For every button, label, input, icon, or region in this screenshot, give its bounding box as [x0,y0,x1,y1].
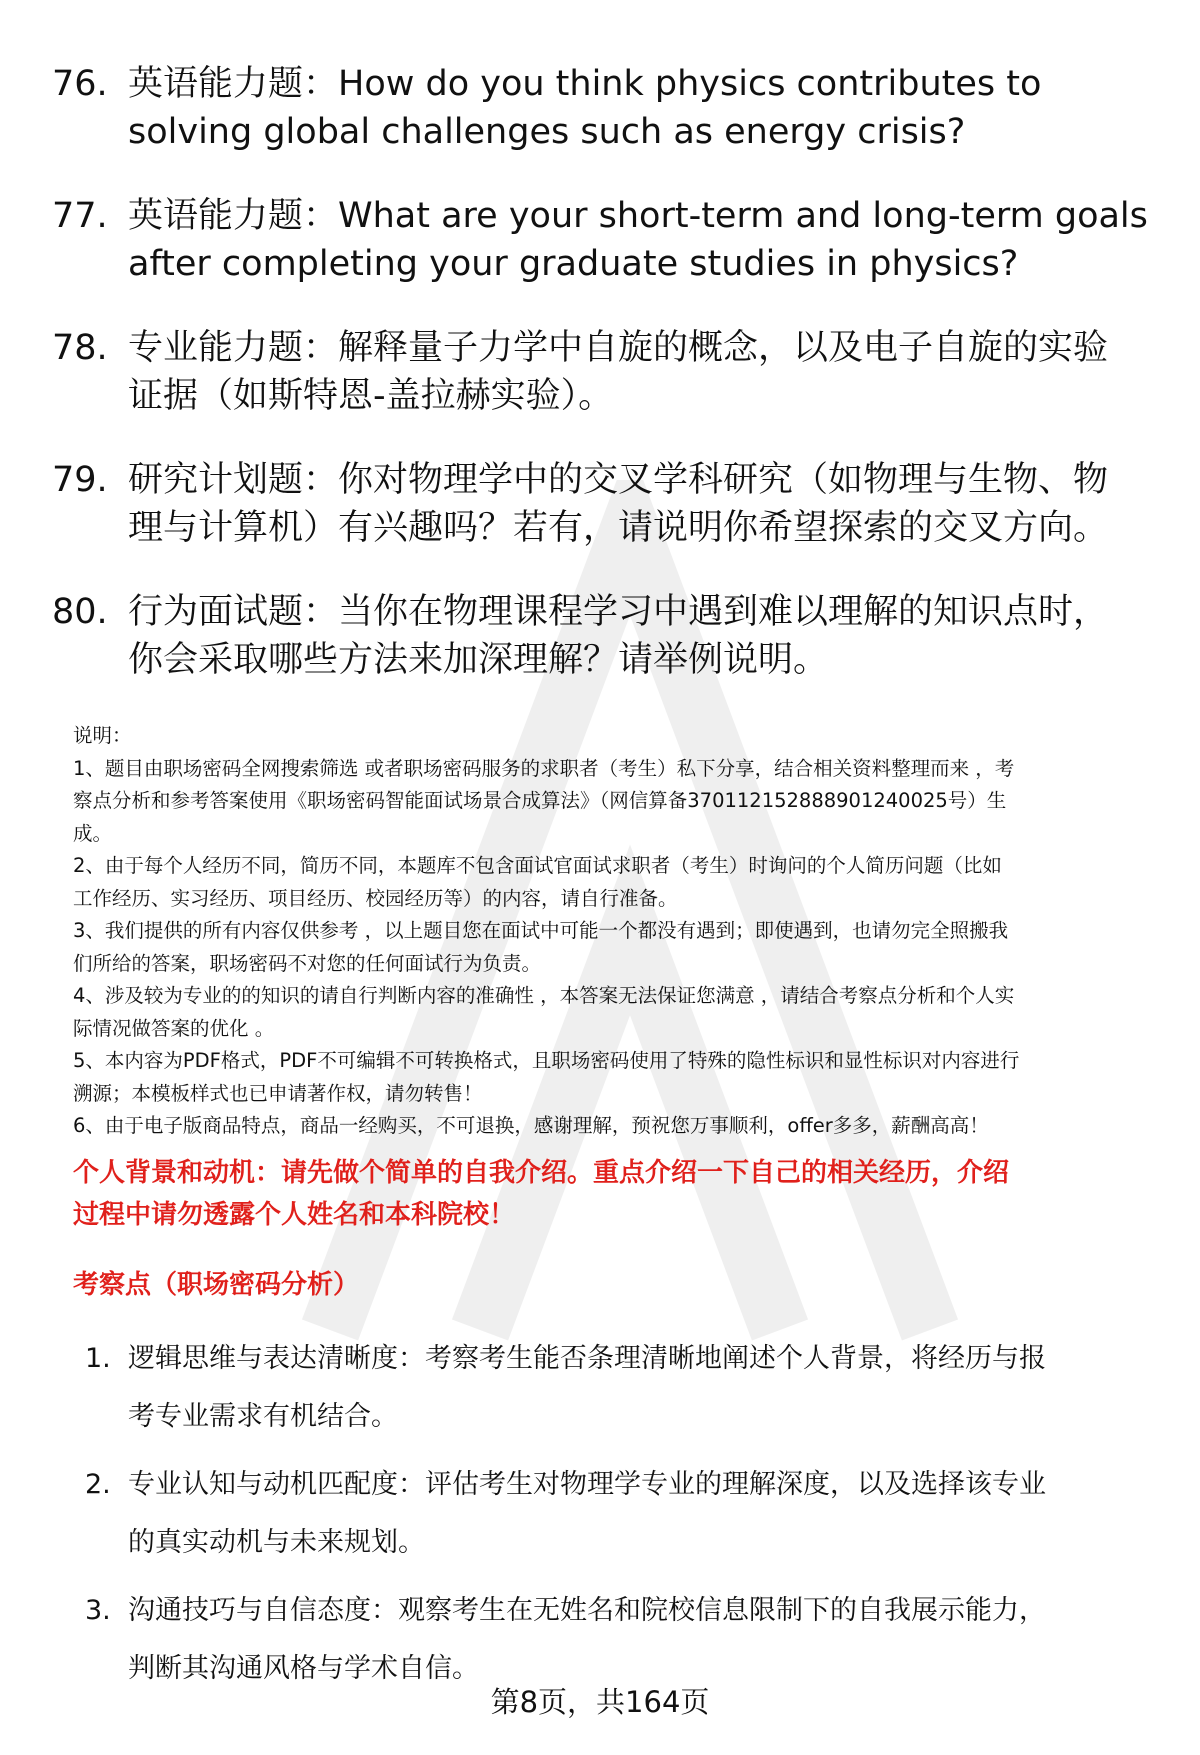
notes-title: 说明： [73,724,132,747]
question-item [52,588,1162,684]
point-line: 判断其沟通风格与学术自信。 [128,1653,479,1684]
point-number: 1. [85,1343,111,1374]
question-number: 80. [52,592,108,632]
question-heading-line: 个人背景和动机：请先做个简单的自我介绍。重点介绍一下自己的相关经历，介绍 [73,1158,1010,1188]
question-text [128,192,1162,288]
point-number: 2. [85,1469,111,1500]
note-line: 成。 [73,821,113,845]
note-line: 际情况做答案的优化 。 [73,1016,275,1040]
question-item [52,192,1162,288]
analysis-point [80,1330,1170,1446]
note-line: 察点分析和参考答案使用《职场密码智能面试场景合成算法》（网信算备370112152888901240025号）生 [73,789,1007,812]
note-line: 2、由于每个人经历不同，简历不同，本题库不包含面试官面试求职者（考生）时询问的个人简历问题（比如 [73,854,1002,877]
question-text [128,588,1162,684]
point-line: 的真实动机与未来规划。 [128,1527,425,1558]
question-heading-line: 过程中请勿透露个人姓名和本科院校！ [73,1200,516,1230]
question-line: solving global challenges such as energy crisis? [128,112,966,152]
point-line: 专业认知与动机匹配度：评估考生对物理学专业的理解深度，以及选择该专业 [128,1469,1046,1500]
analysis-heading: 考察点（职场密码分析） [73,1270,360,1300]
point-number: 3. [85,1595,111,1626]
question-line: 行为面试题：当你在物理课程学习中遇到难以理解的知识点时， [128,592,1109,632]
notes-section [73,720,1163,1143]
note-line: 工作经历、实习经历、项目经历、校园经历等）的内容，请自行准备。 [73,886,678,910]
note-line: 3、我们提供的所有内容仅供参考 ，以上题目您在面试中可能一个都没有遇到；即使遇到，也请勿完全照搬我 [73,919,1009,942]
question-line: 研究计划题：你对物理学中的交叉学科研究（如物理与生物、物 [128,460,1109,500]
point-line: 沟通技巧与自信态度：观察考生在无姓名和院校信息限制下的自我展示能力， [128,1595,1046,1626]
question-heading [73,1152,1009,1236]
point-line: 考专业需求有机结合。 [128,1401,398,1432]
point-line: 逻辑思维与表达清晰度：考察考生能否条理清晰地阐述个人背景，将经历与报 [128,1343,1046,1374]
page-footer: 第8页，共164页 [490,1685,710,1719]
question-item [52,324,1162,420]
note-line: 溯源；本模板样式也已申请著作权，请勿转售！ [73,1081,483,1105]
question-text [128,324,1162,420]
question-line: 证据（如斯特恩-盖拉赫实验）。 [128,376,614,416]
note-line: 1、题目由职场密码全网搜索筛选 或者职场密码服务的求职者（考生）私下分享，结合相关资料整理而来 ，考 [73,756,1015,780]
question-text [128,60,1162,156]
question-text [128,456,1162,552]
note-line: 5、本内容为PDF格式，PDF不可编辑不可转换格式，且职场密码使用了特殊的隐性标识和显性标识对内容进行 [73,1049,1020,1072]
question-number: 78. [52,328,108,368]
question-number: 76. [52,64,108,104]
question-line: after completing your graduate studies in physics? [128,244,1019,284]
note-line: 4、涉及较为专业的的知识的请自行判断内容的准确性 ，本答案无法保证您满意 ，请结合考察点分析和个人实 [73,984,1015,1007]
question-line: 英语能力题：How do you think physics contributes to [128,64,1042,104]
note-line: 6、由于电子版商品特点，商品一经购买，不可退换，感谢理解，预祝您万事顺利，offer多多，薪酬高高！ [73,1114,989,1137]
note-line: 们所给的答案，职场密码不对您的任何面试行为负责。 [73,951,542,975]
question-line: 理与计算机）有兴趣吗？若有，请说明你希望探索的交叉方向。 [128,508,1109,548]
analysis-point [80,1456,1170,1572]
question-number: 79. [52,460,108,500]
question-line: 你会采取哪些方法来加深理解？请举例说明。 [128,640,829,680]
question-line: 专业能力题：解释量子力学中自旋的概念，以及电子自旋的实验 [128,328,1109,368]
question-item [52,456,1162,552]
question-line: 英语能力题：What are your short-term and long-term goals [128,196,1148,236]
question-item [52,60,1162,156]
question-number: 77. [52,196,108,236]
